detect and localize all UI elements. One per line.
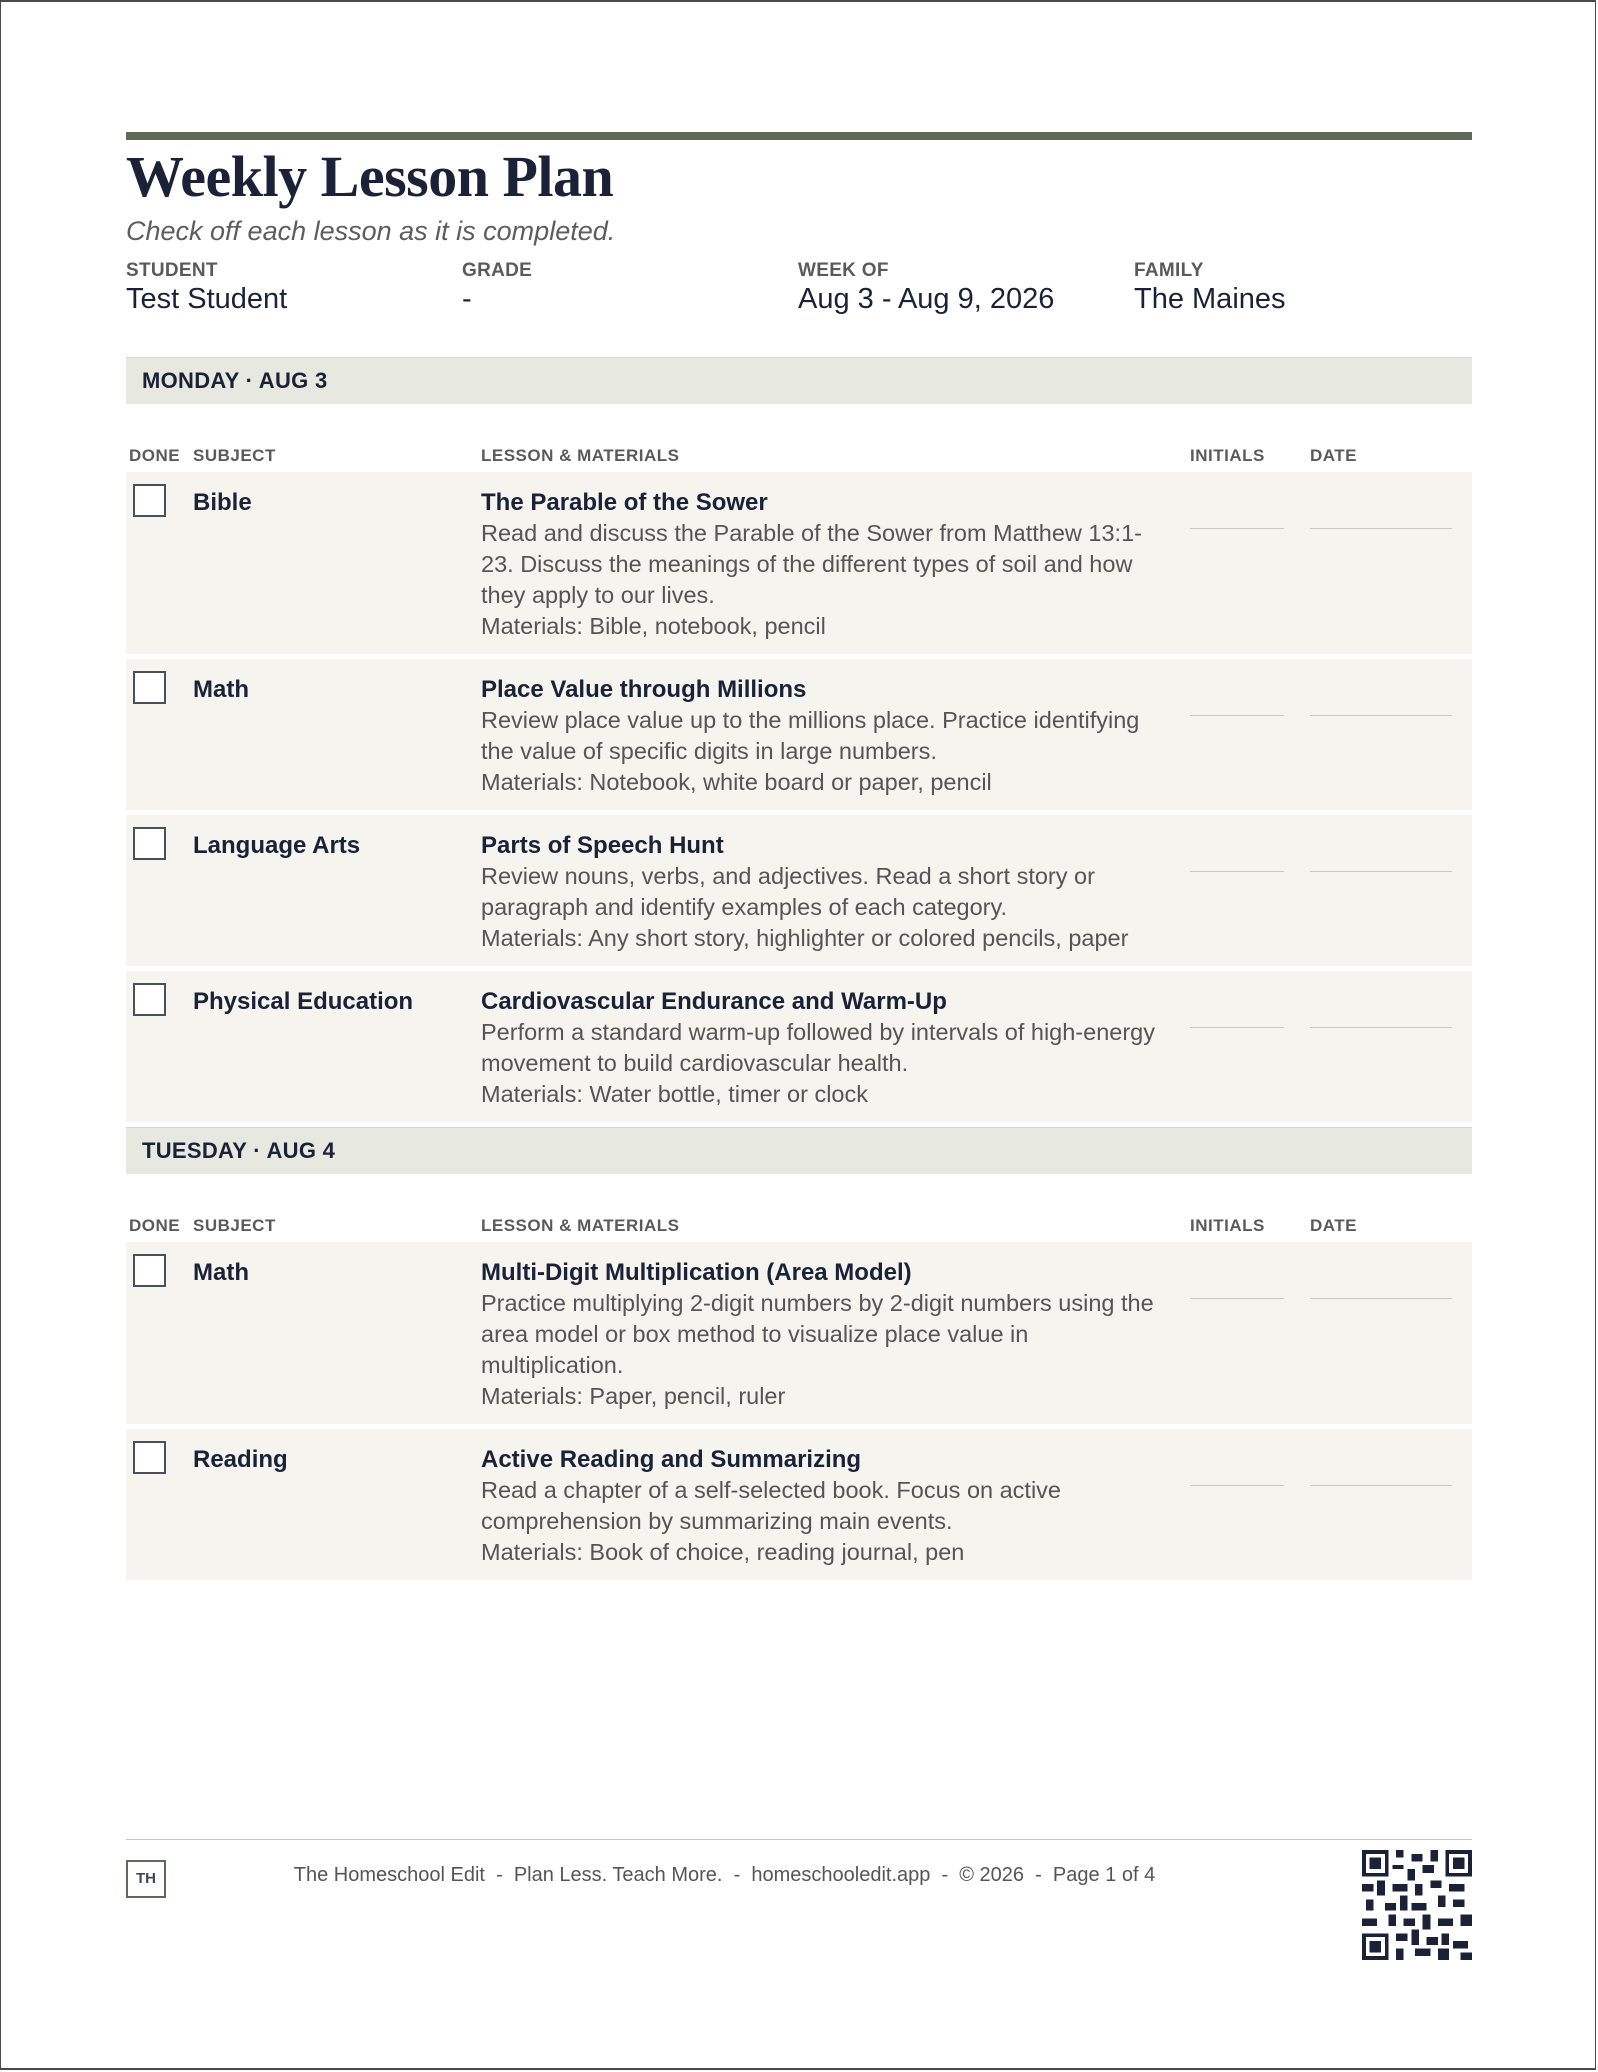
page-title: Weekly Lesson Plan <box>126 144 614 209</box>
lesson-details <box>481 675 1161 798</box>
lesson-row <box>126 1429 1472 1580</box>
main-content <box>126 132 1472 1585</box>
date-line[interactable] <box>1310 1298 1452 1299</box>
lesson-details <box>481 987 1161 1110</box>
meta-value: The Maines <box>1134 283 1286 315</box>
meta-student <box>126 260 462 316</box>
column-header-date: DATE <box>1310 1216 1358 1235</box>
column-header-subject: SUBJECT <box>193 1216 276 1235</box>
date-line[interactable] <box>1310 715 1452 716</box>
lesson-description: Review nouns, verbs, and adjectives. Read a short story or paragraph and identify examples of each category. <box>481 863 1095 920</box>
lesson-description: Perform a standard warm-up followed by intervals of high-energy movement to build cardiovascular health. <box>481 1019 1155 1076</box>
top-accent-rule <box>126 132 1472 140</box>
lesson-description: Practice multiplying 2-digit numbers by 2-digit numbers using the area model or box method to visualize place value in multiplication. <box>481 1290 1154 1378</box>
date-line[interactable] <box>1310 528 1452 529</box>
page-subtitle: Check off each lesson as it is completed. <box>126 216 616 246</box>
footer-text: The Homeschool Edit - Plan Less. Teach More. - homeschooledit.app - © 2026 - Page 1 of 4 <box>293 1864 1156 1886</box>
column-headers <box>126 1174 1472 1242</box>
column-header-initials: INITIALS <box>1190 1216 1265 1235</box>
qr-code-icon <box>1362 1850 1472 1960</box>
day-header: MONDAY · AUG 3 <box>126 357 1472 404</box>
lesson-details <box>481 831 1161 954</box>
lesson-title: Parts of Speech Hunt <box>481 832 724 859</box>
initials-line[interactable] <box>1190 1298 1284 1299</box>
done-checkbox[interactable] <box>133 484 166 517</box>
lesson-title: Cardiovascular Endurance and Warm-Up <box>481 988 947 1015</box>
done-checkbox[interactable] <box>133 827 166 860</box>
lesson-subject: Language Arts <box>193 832 361 859</box>
meta-week-of <box>798 260 1134 316</box>
lesson-subject: Reading <box>193 1446 288 1473</box>
column-header-initials: INITIALS <box>1190 446 1265 465</box>
lesson-details <box>481 1445 1161 1568</box>
lesson-title: Place Value through Millions <box>481 676 807 703</box>
days-container <box>126 357 1472 1580</box>
column-header-lesson: LESSON & MATERIALS <box>481 1216 680 1235</box>
lesson-title: The Parable of the Sower <box>481 489 768 516</box>
lesson-subject: Math <box>193 1259 249 1286</box>
lesson-details <box>481 488 1161 642</box>
lesson-description: Read and discuss the Parable of the Sower from Matthew 13:1-23. Discuss the meanings of the different types of soil and how they apply to our lives. <box>481 520 1142 608</box>
meta-label: GRADE <box>462 260 533 281</box>
lesson-row <box>126 1242 1472 1424</box>
done-checkbox[interactable] <box>133 671 166 704</box>
lesson-materials: Materials: Paper, pencil, ruler <box>481 1383 786 1409</box>
column-header-done: DONE <box>129 446 181 465</box>
meta-value: Aug 3 - Aug 9, 2026 <box>798 283 1055 315</box>
done-checkbox[interactable] <box>133 1254 166 1287</box>
initials-line[interactable] <box>1190 871 1284 872</box>
lesson-description: Read a chapter of a self-selected book. Focus on active comprehension by summarizing main events. <box>481 1477 1061 1534</box>
lesson-row <box>126 659 1472 810</box>
lesson-subject: Math <box>193 676 249 703</box>
date-line[interactable] <box>1310 871 1452 872</box>
done-checkbox[interactable] <box>133 983 166 1016</box>
initials-line[interactable] <box>1190 715 1284 716</box>
column-header-lesson: LESSON & MATERIALS <box>481 446 680 465</box>
lesson-title: Active Reading and Summarizing <box>481 1446 862 1473</box>
lesson-materials: Materials: Any short story, highlighter or colored pencils, paper <box>481 925 1129 951</box>
lesson-description: Review place value up to the millions place. Practice identifying the value of specific digits in large numbers. <box>481 707 1140 764</box>
lesson-materials: Materials: Notebook, white board or paper, pencil <box>481 769 992 795</box>
lesson-materials: Materials: Water bottle, timer or clock <box>481 1081 868 1107</box>
meta-value: - <box>462 283 472 315</box>
column-headers <box>126 404 1472 472</box>
meta-grade <box>462 260 798 316</box>
brand-badge: TH <box>126 1860 166 1898</box>
lesson-row <box>126 472 1472 654</box>
date-line[interactable] <box>1310 1027 1452 1028</box>
meta-value: Test Student <box>126 283 288 315</box>
lesson-subject: Bible <box>193 489 252 516</box>
day-header: TUESDAY · AUG 4 <box>126 1127 1472 1174</box>
meta-label: WEEK OF <box>798 260 889 281</box>
spacer <box>126 316 1472 357</box>
meta-label: STUDENT <box>126 260 218 281</box>
column-header-subject: SUBJECT <box>193 446 276 465</box>
meta-family <box>1134 260 1470 316</box>
done-checkbox[interactable] <box>133 1441 166 1474</box>
lesson-row <box>126 815 1472 966</box>
column-header-date: DATE <box>1310 446 1358 465</box>
lesson-row <box>126 971 1472 1122</box>
lesson-subject: Physical Education <box>193 988 414 1015</box>
initials-line[interactable] <box>1190 1027 1284 1028</box>
meta-label: FAMILY <box>1134 260 1204 281</box>
date-line[interactable] <box>1310 1485 1452 1486</box>
initials-line[interactable] <box>1190 528 1284 529</box>
plan-meta <box>126 260 1472 316</box>
initials-line[interactable] <box>1190 1485 1284 1486</box>
lesson-title: Multi-Digit Multiplication (Area Model) <box>481 1259 912 1286</box>
lesson-materials: Materials: Bible, notebook, pencil <box>481 613 826 639</box>
lesson-details <box>481 1258 1161 1412</box>
page-footer <box>126 1839 1472 1970</box>
lesson-materials: Materials: Book of choice, reading journal, pen <box>481 1539 965 1565</box>
column-header-done: DONE <box>129 1216 181 1235</box>
